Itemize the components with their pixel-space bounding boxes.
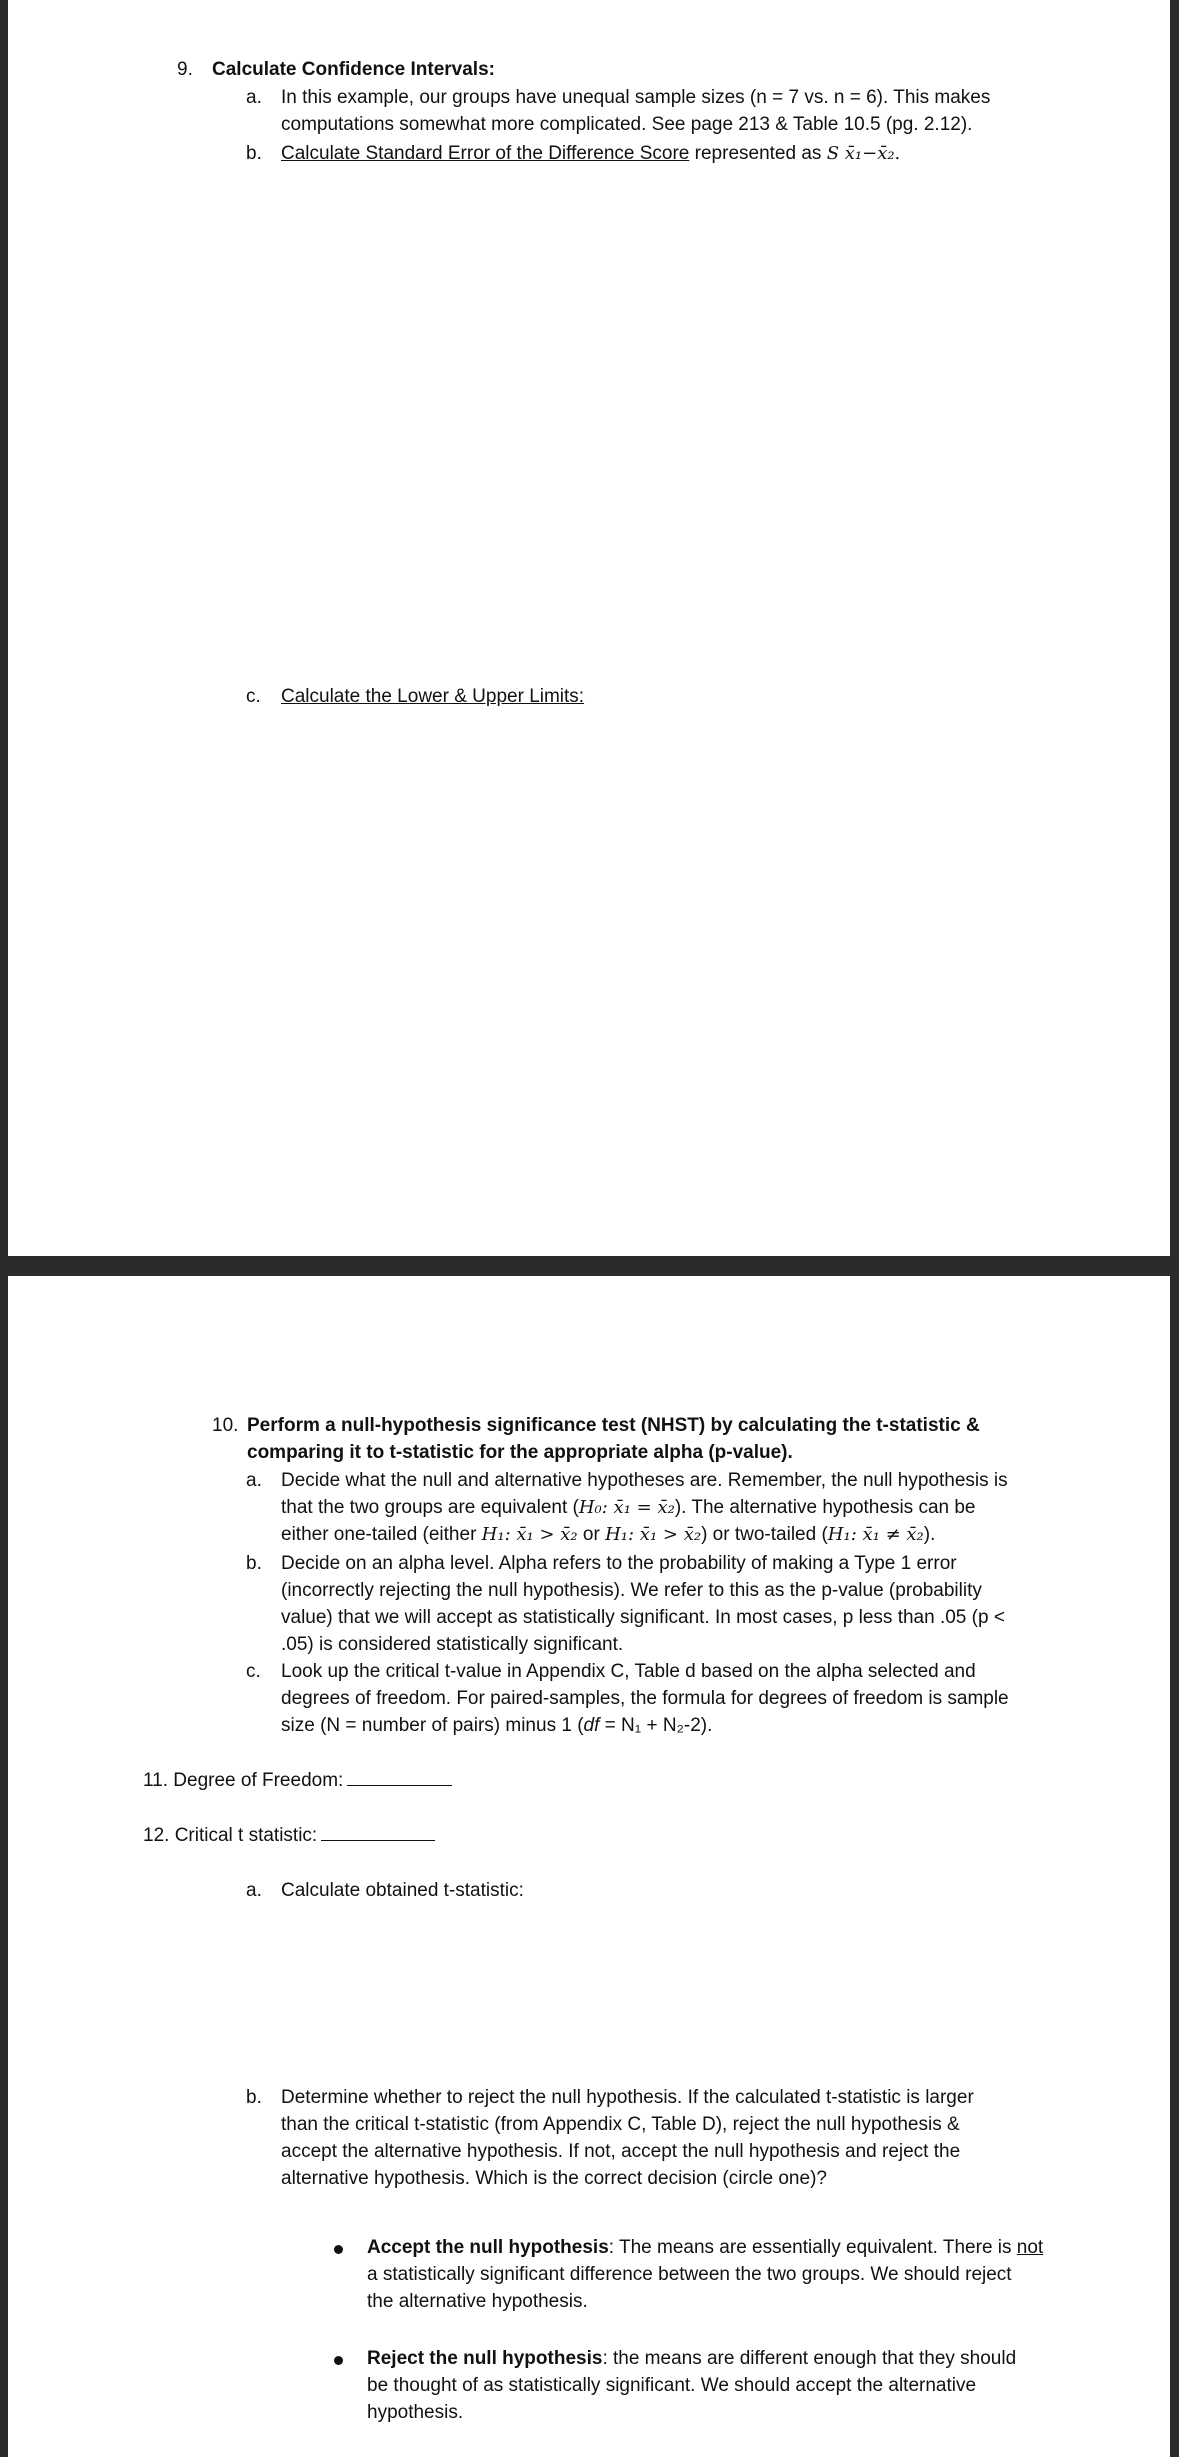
item-10b-line1: Decide on an alpha level. Alpha refers to the probability of making a Type 1 error: [281, 1553, 957, 1574]
worksheet-page-1: [8, 0, 1170, 1256]
section-10-title-line1: Perform a null-hypothesis significance test (NHST) by calculating the t-statistic &: [247, 1415, 980, 1436]
item-b-marker: b.: [246, 2087, 262, 2108]
accept-null-label: Accept the null hypothesis: [367, 2237, 609, 2258]
text-fragment: or: [582, 1524, 600, 1545]
item-9b-rest: represented as: [694, 143, 822, 164]
accept-null-option-line3: the alternative hypothesis.: [367, 2291, 588, 2312]
accept-null-option-line2: a statistically significant difference between the two groups. We should reject: [367, 2264, 1012, 2285]
text-fragment: ).: [923, 1524, 936, 1545]
text-fragment: : the means are different enough that they should: [602, 2348, 1017, 2369]
item-9a-marker: a.: [246, 87, 262, 108]
reject-null-label: Reject the null hypothesis: [367, 2348, 603, 2369]
degree-of-freedom-blank[interactable]: [347, 1767, 452, 1786]
section-9-number: 9.: [177, 59, 193, 80]
lower-upper-limits-heading: Calculate the Lower & Upper Limits:: [281, 686, 585, 707]
item-10c-line2: degrees of freedom. For paired-samples, the formula for degrees of freedom is sample: [281, 1688, 1009, 1709]
item-a-marker: a.: [246, 1880, 262, 1901]
text-fragment: ) or two-tailed (: [701, 1524, 828, 1545]
not-emphasis: not: [1016, 2237, 1044, 2258]
reject-null-option-line2: be thought of as statistically significant. We should accept the alternative: [367, 2375, 977, 2396]
item-b-line3: accept the alternative hypothesis. If not, accept the null hypothesis and reject the: [281, 2141, 961, 2162]
worksheet-page-2: [8, 1276, 1170, 2457]
critical-t-row: [143, 1822, 435, 1849]
text-fragment: = N₁ + N₂-2).: [599, 1715, 713, 1736]
section-9-title: Calculate Confidence Intervals:: [212, 59, 495, 80]
reject-null-option-line3: hypothesis.: [367, 2402, 464, 2423]
two-tailed-formula: H₁: x̄₁ ≠ x̄₂: [827, 1524, 924, 1545]
one-tailed-formula-2: H₁: x̄₁ > x̄₂: [605, 1524, 702, 1545]
section-10-title-line2: comparing it to t-statistic for the appropriate alpha (p-value).: [247, 1442, 793, 1463]
item-10c-line1: Look up the critical t-value in Appendix C, Table d based on the alpha selected and: [281, 1661, 976, 1682]
bullet-icon: [334, 2356, 343, 2365]
item-10a-line1: Decide what the null and alternative hypotheses are. Remember, the null hypothesis is: [281, 1470, 1008, 1491]
standard-error-symbol: S x̄₁−x̄₂.: [826, 143, 901, 164]
item-10b-line2: (incorrectly rejecting the null hypothesis). We refer to this as the p-value (probability: [281, 1580, 982, 1601]
reject-null-option-line1[interactable]: [367, 2345, 1016, 2372]
item-b-line2: than the critical t-statistic (from Appendix C, Table D), reject the null hypothesis &: [281, 2114, 960, 2135]
null-hypothesis-formula: H₀: x̄₁ = x̄₂: [578, 1497, 675, 1518]
item-10c-line3: [281, 1712, 712, 1739]
item-10c-marker: c.: [246, 1661, 261, 1682]
text-fragment: that the two groups are equivalent (: [281, 1497, 579, 1518]
item-10a-marker: a.: [246, 1470, 262, 1491]
item-10b-marker: b.: [246, 1553, 262, 1574]
section-10-number: 10.: [212, 1415, 239, 1436]
critical-t-label: 12. Critical t statistic:: [143, 1825, 318, 1846]
item-10a-line2: [281, 1494, 976, 1521]
degree-of-freedom-row: [143, 1767, 452, 1794]
degree-of-freedom-label: 11. Degree of Freedom:: [143, 1770, 344, 1791]
text-fragment: ). The alternative hypothesis can be: [674, 1497, 976, 1518]
obtained-t-statistic-prompt: Calculate obtained t-statistic:: [281, 1880, 524, 1901]
item-9c-marker: c.: [246, 686, 261, 707]
bullet-icon: [334, 2245, 343, 2254]
item-9b-text: [281, 140, 900, 167]
df-symbol: df: [583, 1715, 600, 1736]
item-9a-line2: computations somewhat more complicated. See page 213 & Table 10.5 (pg. 2.12).: [281, 114, 973, 135]
item-10b-line3: value) that we will accept as statistically significant. In most cases, p less than .05 (p <: [281, 1607, 1005, 1628]
item-9b-marker: b.: [246, 143, 262, 164]
accept-null-option-line1[interactable]: [367, 2234, 1043, 2261]
item-b-line4: alternative hypothesis. Which is the correct decision (circle one)?: [281, 2168, 827, 2189]
text-fragment: either one-tailed (either: [281, 1524, 477, 1545]
one-tailed-formula-1: H₁: x̄₁ > x̄₂: [481, 1524, 578, 1545]
item-10a-line3: [281, 1521, 935, 1548]
item-10b-line4: .05) is considered statistically significant.: [281, 1634, 624, 1655]
critical-t-blank[interactable]: [321, 1822, 435, 1841]
standard-error-heading: Calculate Standard Error of the Difference Score: [281, 143, 690, 164]
text-fragment: size (N = number of pairs) minus 1 (: [281, 1715, 584, 1736]
item-9a-line1: In this example, our groups have unequal sample sizes (n = 7 vs. n = 6). This makes: [281, 87, 991, 108]
text-fragment: : The means are essentially equivalent. There is: [608, 2237, 1012, 2258]
item-b-line1: Determine whether to reject the null hypothesis. If the calculated t-statistic is larger: [281, 2087, 974, 2108]
